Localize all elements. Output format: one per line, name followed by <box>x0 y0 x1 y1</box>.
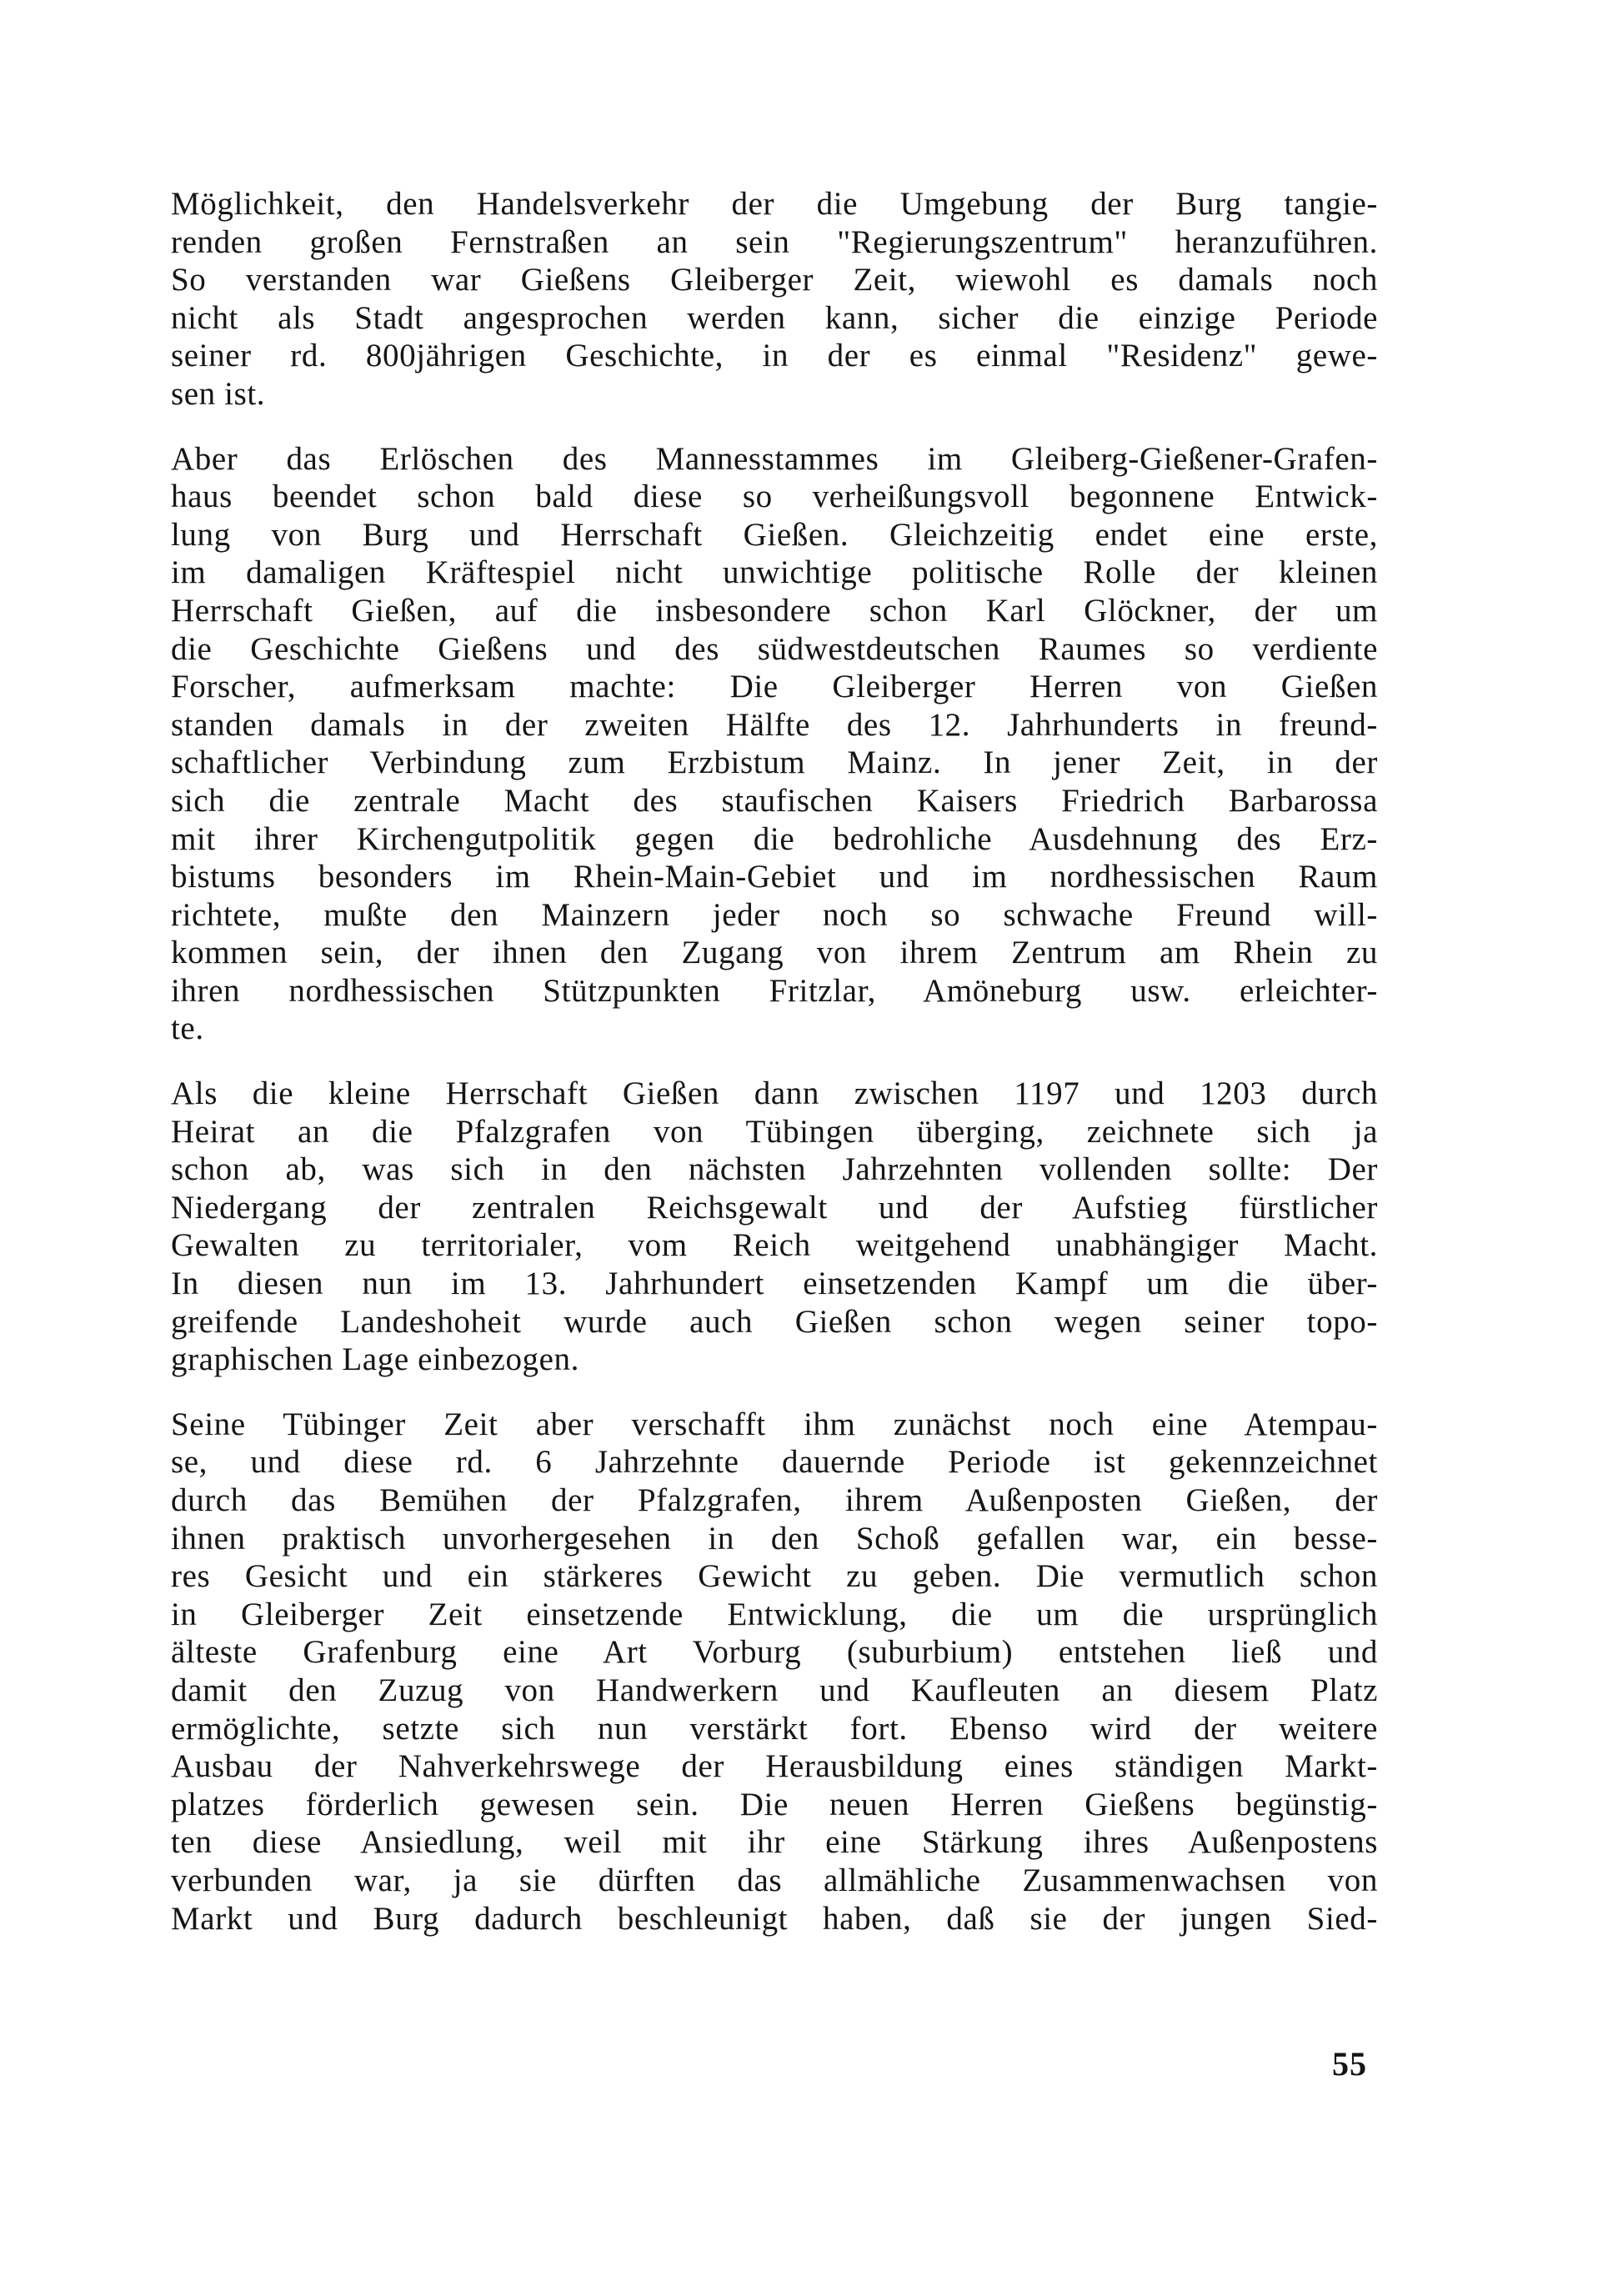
text-line: graphischen Lage einbezogen. <box>171 1341 579 1378</box>
body-text <box>171 185 1378 1964</box>
text-line: ermöglichte, setzte sich nun verstärkt fort. Ebenso wird der weitere <box>171 1710 1378 1747</box>
text-line: Heirat an die Pfalzgrafen von Tübingen überging, zeichnete sich ja <box>171 1113 1378 1150</box>
text-line: seiner rd. 800jährigen Geschichte, in der es einmal "Residenz" gewe- <box>171 338 1378 374</box>
text-line: Gewalten zu territorialer, vom Reich weitgehend unabhängiger Macht. <box>171 1227 1378 1264</box>
text-line: schaftlicher Verbindung zum Erzbistum Mainz. In jener Zeit, in der <box>171 744 1378 781</box>
paragraph-1 <box>171 185 1378 414</box>
text-line: res Gesicht und ein stärkeres Gewicht zu geben. Die vermutlich schon <box>171 1558 1378 1595</box>
text-line: sen ist. <box>171 375 266 412</box>
text-line: im damaligen Kräftespiel nicht unwichtige politische Rolle der kleinen <box>171 554 1378 591</box>
text-line: ihren nordhessischen Stützpunkten Fritzlar, Amöneburg usw. erleichter- <box>171 972 1378 1009</box>
text-line: ten diese Ansiedlung, weil mit ihr eine Stärkung ihres Außenpostens <box>171 1824 1378 1861</box>
text-line: damit den Zuzug von Handwerkern und Kaufleuten an diesem Platz <box>171 1672 1378 1708</box>
text-line: schon ab, was sich in den nächsten Jahrzehnten vollenden sollte: Der <box>171 1151 1378 1188</box>
text-line: In diesen nun im 13. Jahrhundert einsetzenden Kampf um die über- <box>171 1266 1378 1302</box>
text-line: Forscher, aufmerksam machte: Die Gleiberger Herren von Gießen <box>171 669 1378 705</box>
text-line: bistums besonders im Rhein-Main-Gebiet und im nordhessischen Raum <box>171 859 1378 895</box>
text-line: te. <box>171 1010 204 1047</box>
text-line: lung von Burg und Herrschaft Gießen. Gleichzeitig endet eine erste, <box>171 516 1378 553</box>
text-line: kommen sein, der ihnen den Zugang von ihrem Zentrum am Rhein zu <box>171 935 1378 971</box>
paragraph-4 <box>171 1406 1378 1938</box>
text-line: durch das Bemühen der Pfalzgrafen, ihrem Außenposten Gießen, der <box>171 1482 1378 1518</box>
text-line: se, und diese rd. 6 Jahrzehnte dauernde Periode ist gekennzeichnet <box>171 1444 1378 1481</box>
text-line: nicht als Stadt angesprochen werden kann, sicher die einzige Periode <box>171 299 1378 336</box>
text-line: richtete, mußte den Mainzern jeder noch so schwache Freund will- <box>171 896 1378 933</box>
text-line: sich die zentrale Macht des staufischen Kaisers Friedrich Barbarossa <box>171 782 1378 819</box>
paragraph-2 <box>171 440 1378 1049</box>
text-line: Niedergang der zentralen Reichsgewalt und der Aufstieg fürstlicher <box>171 1189 1378 1226</box>
page-number: 55 <box>1332 2045 1367 2083</box>
text-line: ihnen praktisch unvorhergesehen in den Schoß gefallen war, ein besse- <box>171 1520 1378 1557</box>
text-line: Aber das Erlöschen des Mannesstammes im Gleiberg-Gießener-Grafen- <box>171 440 1378 477</box>
paragraph-3 <box>171 1075 1378 1379</box>
text-line: die Geschichte Gießens und des südwestdeutschen Raumes so verdiente <box>171 630 1378 667</box>
text-line: Ausbau der Nahverkehrswege der Herausbildung eines ständigen Markt- <box>171 1748 1378 1785</box>
text-line: renden großen Fernstraßen an sein "Regierungszentrum" heranzuführen. <box>171 223 1378 260</box>
text-line: greifende Landeshoheit wurde auch Gießen schon wegen seiner topo- <box>171 1303 1378 1340</box>
text-line: Herrschaft Gießen, auf die insbesondere schon Karl Glöckner, der um <box>171 592 1378 629</box>
text-line: standen damals in der zweiten Hälfte des 12. Jahrhunderts in freund- <box>171 706 1378 743</box>
text-line: haus beendet schon bald diese so verheißungsvoll begonnene Entwick- <box>171 479 1378 515</box>
text-line: Als die kleine Herrschaft Gießen dann zwischen 1197 und 1203 durch <box>171 1075 1378 1112</box>
text-line: So verstanden war Gießens Gleiberger Zeit, wiewohl es damals noch <box>171 262 1378 298</box>
text-line: Seine Tübinger Zeit aber verschafft ihm zunächst noch eine Atempau- <box>171 1406 1378 1442</box>
text-line: Markt und Burg dadurch beschleunigt haben, daß sie der jungen Sied- <box>171 1900 1378 1937</box>
text-line: Möglichkeit, den Handelsverkehr der die Umgebung der Burg tangie- <box>171 186 1378 222</box>
text-line: in Gleiberger Zeit einsetzende Entwicklung, die um die ursprünglich <box>171 1596 1378 1632</box>
text-line: verbunden war, ja sie dürften das allmähliche Zusammenwachsen von <box>171 1862 1378 1898</box>
text-line: platzes förderlich gewesen sein. Die neuen Herren Gießens begünstig- <box>171 1786 1378 1822</box>
text-line: mit ihrer Kirchengutpolitik gegen die bedrohliche Ausdehnung des Erz- <box>171 820 1378 857</box>
text-line: älteste Grafenburg eine Art Vorburg (suburbium) entstehen ließ und <box>171 1634 1378 1671</box>
